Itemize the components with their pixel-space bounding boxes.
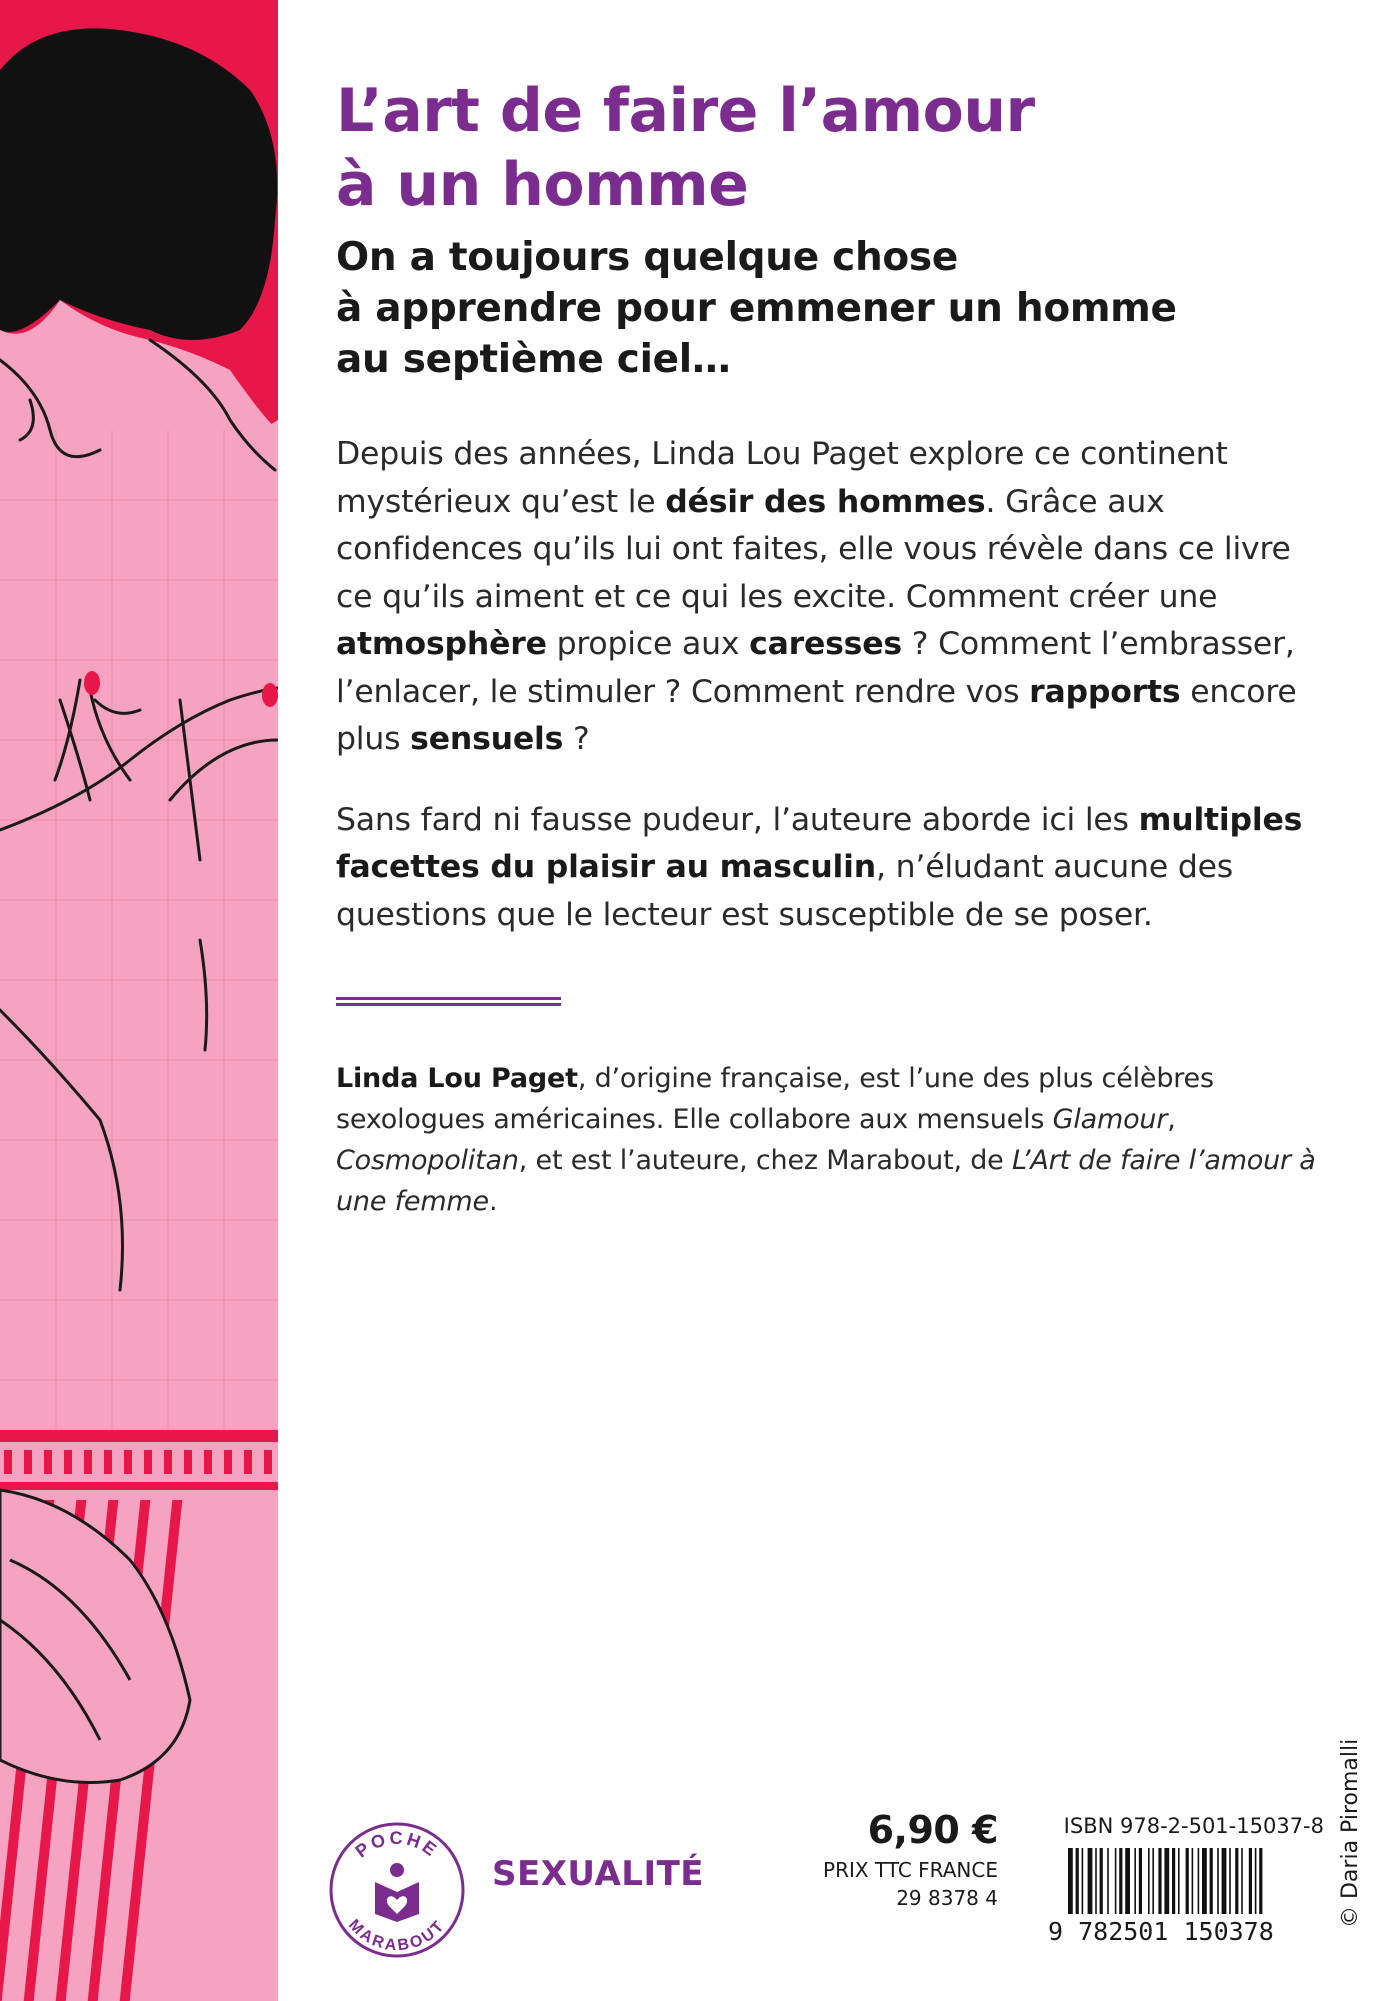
book-reference: L’Art de faire l’amour à une femme: [336, 1145, 1316, 1217]
back-cover-text: [336, 74, 1336, 1249]
text-run: Sans fard ni fausse pudeur, l’auteure aborde ici les: [336, 801, 1139, 838]
emphasis: sensuels: [410, 721, 564, 757]
cover-illustration: [0, 0, 278, 2001]
subtitle-line-1: On a toujours quelque chose: [336, 235, 958, 280]
text-run: encore plus: [336, 673, 1297, 757]
price-code: 29 8378 4: [896, 1886, 998, 1910]
emphasis: multiples facettes du plaisir au masculin: [336, 801, 1303, 885]
text-run: . Grâce aux confidences qu’ils lui ont faites, elle vous révèle dans ce livre ce qu’ils aiment et ce qui les excite. Comment créer une: [336, 483, 1291, 615]
logo-bottom-text: MARABOUT: [345, 1916, 449, 1955]
isbn-label: ISBN 978-2-501-15037-8: [1063, 1814, 1324, 1838]
text-run: Depuis des années, Linda Lou Paget explore ce continent mystérieux qu’est le: [336, 436, 1228, 520]
title-line-2: à un homme: [336, 150, 749, 220]
text-run: ?: [563, 721, 590, 757]
emphasis: atmosphère: [336, 626, 547, 662]
text-run: , d’origine française, est l’une des plus célèbres sexologues américaines. Elle collabore aux mensuels: [336, 1063, 1214, 1135]
poche-marabout-logo: [325, 1818, 469, 1962]
description-paragraph-1: [336, 431, 1336, 764]
barcode-block: [1048, 1812, 1324, 1952]
emphasis: désir des hommes: [665, 483, 986, 520]
magazine-title: Glamour: [1052, 1104, 1168, 1135]
emphasis: caresses: [749, 626, 902, 662]
book-title: [336, 74, 1336, 222]
book-subtitle: [336, 232, 1336, 385]
title-line-1: L’art de faire l’amour: [336, 76, 1035, 146]
text-run: ,: [1167, 1104, 1176, 1135]
barcode-digits: 9 782501 150378: [1048, 1914, 1324, 1950]
subtitle-line-3: au septième ciel…: [336, 337, 731, 382]
logo-top-text: POCHE: [351, 1827, 443, 1862]
price-label: PRIX TTC FRANCE: [823, 1858, 998, 1882]
text-run: ? Comment l’embrasser, l’enlacer, le stimuler ? Comment rendre vos: [336, 626, 1295, 710]
text-run: , et est l’auteure, chez Marabout, de: [518, 1145, 1012, 1176]
text-run: propice aux: [546, 626, 750, 662]
category-label: SEXUALITÉ: [492, 1854, 705, 1894]
author-name: Linda Lou Paget: [336, 1063, 578, 1094]
subtitle-line-2: à apprendre pour emmener un homme: [336, 286, 1177, 331]
text-run: , n’éludant aucune des questions que le lecteur est susceptible de se poser.: [336, 849, 1234, 933]
double-divider: [336, 997, 561, 1006]
price-block: [823, 1808, 998, 1912]
author-bio: [336, 1058, 1336, 1222]
description-paragraph-2: [336, 797, 1336, 940]
illustration-credit: © Daria Piromalli: [1338, 1738, 1363, 1928]
emphasis: rapports: [1029, 673, 1181, 710]
price-value: 6,90 €: [867, 1808, 998, 1852]
magazine-title: Cosmopolitan: [336, 1145, 519, 1176]
book-heart-icon: [375, 1863, 419, 1922]
svg-text:MARABOUT: [345, 1917, 449, 1955]
text-run: .: [488, 1186, 498, 1217]
